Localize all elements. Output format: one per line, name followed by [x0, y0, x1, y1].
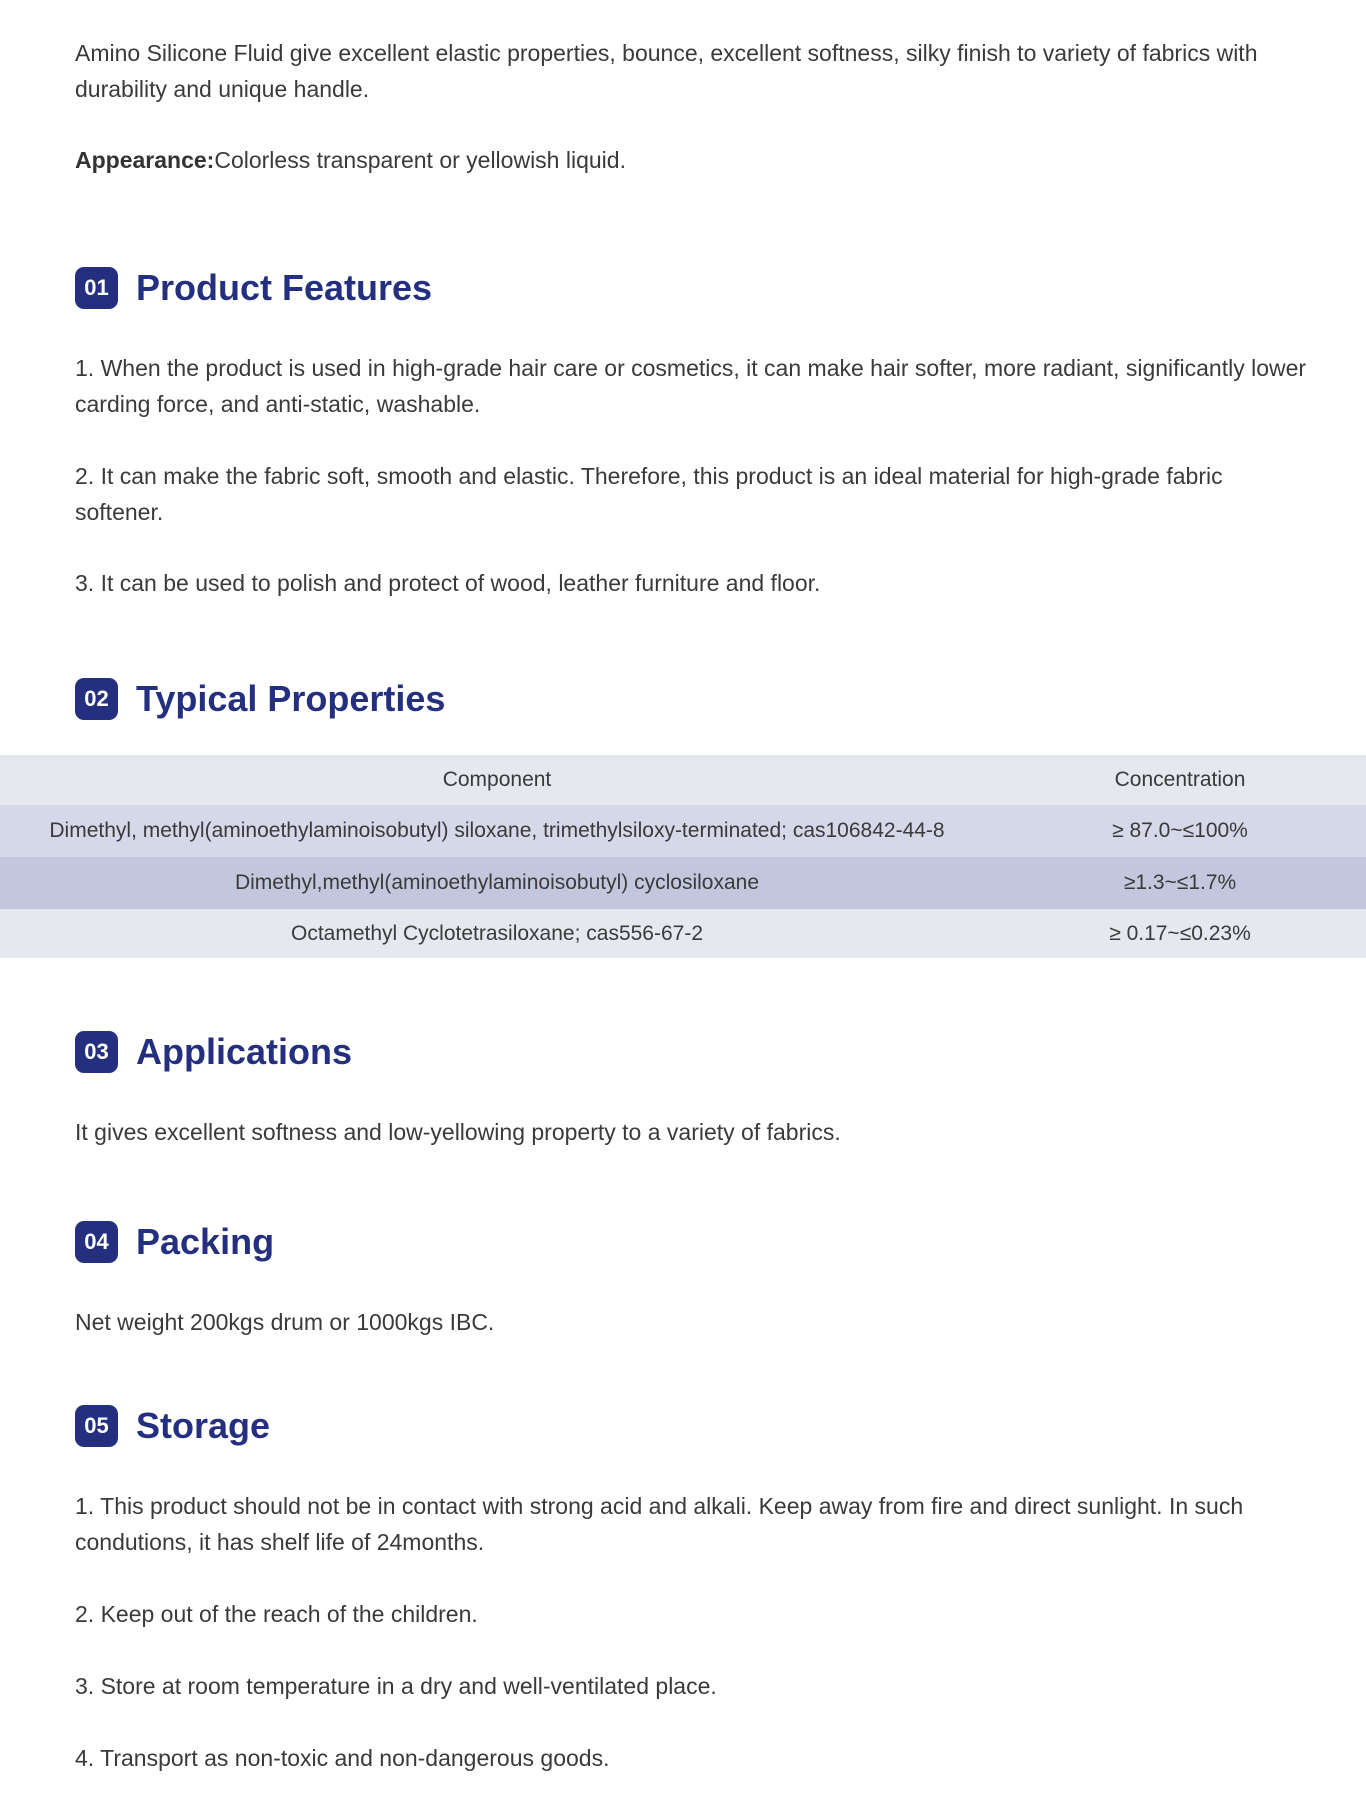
appearance-line — [75, 142, 1305, 178]
packing-text: Net weight 200kgs drum or 1000kgs IBC. — [75, 1309, 495, 1335]
section-title: Packing — [136, 1221, 275, 1262]
storage-item: 3. Store at room temperature in a dry and well-ventilated place. — [75, 1673, 717, 1699]
table-header-component: Component — [442, 768, 552, 791]
section-title: Product Features — [136, 267, 433, 308]
table-cell-component: Octamethyl Cyclotetrasiloxane; cas556-67-2 — [290, 921, 704, 945]
section-number-badge: 04 — [75, 1221, 118, 1263]
section-heading-packing — [75, 1221, 274, 1263]
table-row — [0, 805, 1366, 857]
table-header-concentration: Concentration — [1114, 768, 1246, 791]
appearance-label: Appearance: — [75, 147, 215, 173]
feature-item: 1. When the product is used in high-grade hair care or cosmetics, it can make hair softer, more radiant, significantly lower carding force, and anti-static, washable. — [75, 355, 1307, 417]
applications-text: It gives excellent softness and low-yellowing property to a variety of fabrics. — [75, 1119, 841, 1145]
section-number-badge: 03 — [75, 1031, 118, 1073]
storage-item: 4. Transport as non-toxic and non-dangerous goods. — [75, 1745, 610, 1771]
feature-item: 3. It can be used to polish and protect of wood, leather furniture and floor. — [75, 570, 821, 596]
section-heading-applications — [75, 1031, 352, 1073]
table-cell-concentration: ≥ 87.0~≤100% — [1112, 819, 1248, 842]
section-heading-typical-properties — [75, 678, 445, 720]
storage-item: 1. This product should not be in contact with strong acid and alkali. Keep away from fire and direct sunlight. In such condutions, it has shelf life of 24months. — [75, 1493, 1244, 1555]
section-title: Applications — [136, 1031, 353, 1072]
table-header-row — [0, 755, 1366, 805]
section-number-badge: 05 — [75, 1405, 118, 1447]
table-row — [0, 909, 1366, 958]
section-number-badge: 02 — [75, 678, 118, 720]
section-title: Storage — [136, 1405, 271, 1446]
table-row — [0, 857, 1366, 909]
feature-item: 2. It can make the fabric soft, smooth and elastic. Therefore, this product is an ideal material for high-grade fabric softener. — [75, 463, 1223, 525]
table-cell-component: Dimethyl,methyl(aminoethylaminoisobutyl) cyclosiloxane — [234, 871, 760, 894]
section-number-badge: 01 — [75, 267, 118, 309]
section-heading-storage — [75, 1405, 270, 1447]
appearance-value: Colorless transparent or yellowish liquid. — [214, 147, 626, 173]
storage-item: 2. Keep out of the reach of the children. — [75, 1601, 478, 1627]
properties-table — [0, 755, 1366, 958]
intro-paragraph: Amino Silicone Fluid give excellent elastic properties, bounce, excellent softness, silky finish to variety of fabrics with durability and unique handle. — [75, 40, 1258, 102]
section-heading-product-features — [75, 267, 432, 309]
table-cell-concentration: ≥1.3~≤1.7% — [1123, 871, 1237, 894]
table-cell-concentration: ≥ 0.17~≤0.23% — [1109, 921, 1251, 945]
section-title: Typical Properties — [136, 678, 446, 719]
table-cell-component: Dimethyl, methyl(aminoethylaminoisobutyl) siloxane, trimethylsiloxy-terminated; cas106842-44-8 — [49, 819, 945, 842]
